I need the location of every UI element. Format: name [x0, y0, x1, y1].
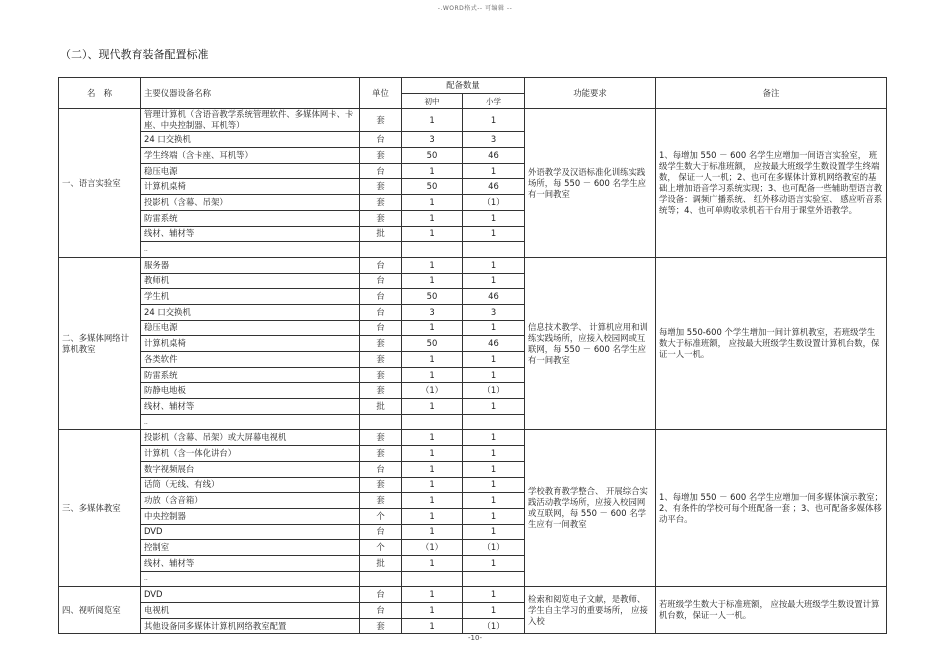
junior-cell: 1	[402, 352, 463, 368]
unit-cell: 套	[360, 195, 402, 211]
unit-cell: 台	[360, 257, 402, 273]
unit-cell: 套	[360, 446, 402, 462]
item-cell: 管理计算机（含语音教学系统管理软件、多媒体网卡、卡座、中央控制器、耳机等）	[141, 109, 360, 132]
junior-cell: 1	[402, 257, 463, 273]
unit-cell: 套	[360, 109, 402, 132]
header-notes: 备注	[656, 78, 887, 109]
junior-cell: 1	[402, 524, 463, 540]
primary-cell: （1）	[463, 618, 525, 634]
junior-cell: 50	[402, 148, 463, 164]
item-cell: DVD	[141, 587, 360, 603]
junior-cell: 3	[402, 304, 463, 320]
junior-cell: 1	[402, 163, 463, 179]
junior-cell: 1	[402, 399, 463, 415]
unit-cell: 台	[360, 524, 402, 540]
item-cell: 学生终端（含卡座、耳机等）	[141, 148, 360, 164]
table-row	[59, 109, 887, 132]
function-cell: 信息技术教学、 计算机应用和训练实践场所，应接入校园网或互联网，每 550 － 600 名学生应有一间教室	[525, 257, 656, 430]
primary-cell: 1	[463, 524, 525, 540]
function-cell: 学校教育教学整合、 开展综合实践活动教学场所，应接入校园网或互联网，每 550 － 600 名学生应有一间教室	[525, 430, 656, 587]
notes-cell: 1、每增加 550 － 600 名学生应增加一间多媒体演示教室；2、有条件的学校可每个班配备一套 ；3、也可配备多媒体移动平台。	[656, 430, 887, 587]
item-cell: 计算机桌椅	[141, 179, 360, 195]
junior-cell: 1	[402, 446, 463, 462]
unit-cell: 套	[360, 148, 402, 164]
primary-cell: 1	[463, 367, 525, 383]
header-primary: 小学	[463, 93, 525, 109]
primary-cell: 3	[463, 304, 525, 320]
unit-cell: 个	[360, 508, 402, 524]
item-cell: 中央控制器	[141, 508, 360, 524]
unit-cell: 台	[360, 320, 402, 336]
table-row	[59, 587, 887, 603]
unit-cell: 台	[360, 461, 402, 477]
unit-cell: 套	[360, 336, 402, 352]
unit-cell: 台	[360, 289, 402, 305]
primary-cell: 1	[463, 587, 525, 603]
function-cell: 检索和阅览电子文献，是教师、 学生自主学习的重要场所， 应接入校	[525, 587, 656, 634]
unit-cell: 台	[360, 603, 402, 619]
junior-cell: （1）	[402, 540, 463, 556]
primary-cell: 1	[463, 210, 525, 226]
item-cell: 话筒（无线、有线）	[141, 477, 360, 493]
junior-cell: （1）	[402, 383, 463, 399]
item-cell: 教师机	[141, 273, 360, 289]
junior-cell: 1	[402, 226, 463, 242]
primary-cell: 1	[463, 109, 525, 132]
unit-cell: 套	[360, 493, 402, 509]
junior-cell: 1	[402, 367, 463, 383]
unit-cell: 套	[360, 430, 402, 446]
primary-cell: 1	[463, 226, 525, 242]
primary-cell: 1	[463, 446, 525, 462]
category-cell: 二、多媒体网络计算机教室	[59, 257, 141, 430]
unit-cell: 套	[360, 477, 402, 493]
primary-cell: 46	[463, 179, 525, 195]
junior-cell: 1	[402, 210, 463, 226]
filler-cell: ..	[141, 414, 360, 430]
item-cell: 功放（含音箱）	[141, 493, 360, 509]
primary-cell: （1）	[463, 540, 525, 556]
item-cell: 24 口交换机	[141, 304, 360, 320]
item-cell: 防雷系统	[141, 210, 360, 226]
section-title: （二）、现代教育装备配置标准	[60, 48, 209, 61]
item-cell: 线材、辅材等	[141, 226, 360, 242]
primary-cell: 1	[463, 555, 525, 571]
junior-cell: 1	[402, 320, 463, 336]
table-row	[59, 430, 887, 446]
junior-cell: 1	[402, 587, 463, 603]
primary-cell: 1	[463, 430, 525, 446]
item-cell: 防静电地板	[141, 383, 360, 399]
unit-cell: 批	[360, 555, 402, 571]
junior-cell: 1	[402, 195, 463, 211]
junior-cell: 1	[402, 493, 463, 509]
primary-cell: 46	[463, 289, 525, 305]
primary-cell: 3	[463, 132, 525, 148]
primary-cell: 1	[463, 257, 525, 273]
primary-cell: 1	[463, 352, 525, 368]
primary-cell: 1	[463, 163, 525, 179]
header-name: 名 称	[59, 78, 141, 109]
item-cell: 投影机（含幕、吊架）	[141, 195, 360, 211]
table-row	[59, 257, 887, 273]
unit-cell: 台	[360, 304, 402, 320]
primary-cell: （1）	[463, 383, 525, 399]
primary-cell: 1	[463, 508, 525, 524]
unit-cell: 台	[360, 273, 402, 289]
primary-cell: 1	[463, 320, 525, 336]
junior-cell: 1	[402, 508, 463, 524]
junior-cell: 1	[402, 430, 463, 446]
junior-cell: 1	[402, 461, 463, 477]
primary-cell: 1	[463, 461, 525, 477]
notes-cell: 若班级学生数大于标准班额， 应按最大班级学生数设置计算机台数，保证一人一机。	[656, 587, 887, 634]
junior-cell: 1	[402, 273, 463, 289]
primary-cell: 1	[463, 273, 525, 289]
item-cell: 电视机	[141, 603, 360, 619]
unit-cell: 套	[360, 352, 402, 368]
filler-cell: ..	[141, 242, 360, 258]
primary-cell: 1	[463, 493, 525, 509]
item-cell: 计算机桌椅	[141, 336, 360, 352]
junior-cell: 1	[402, 618, 463, 634]
unit-cell: 个	[360, 540, 402, 556]
notes-cell: 1、每增加 550 － 600 名学生应增加一间语言实验室， 班级学生数大于标准班额， 应按最大班级学生数设置学生终端数， 保证一人一机；2、也可在多媒体计算机网络教室的基础上增加语音学习系统实现；3、也可配备一些辅助型语言教学设备：调频广播系统、 红外移动语言实验室、 感应听音系统等；4、也可单购收录机若干台用于课堂外语教学。	[656, 109, 887, 258]
function-cell: 外语教学及汉语标准化训练实践场所，每 550 － 600 名学生应有一间教室	[525, 109, 656, 258]
item-cell: 24 口交换机	[141, 132, 360, 148]
primary-cell: （1）	[463, 195, 525, 211]
document-header: -.WORD格式-- 可编辑 --	[437, 5, 513, 12]
notes-cell: 每增加 550-600 个学生增加一间计算机教室，若班级学生数大于标准班额， 应按最大班级学生数设置计算机台数，保证一人一机。	[656, 257, 887, 430]
item-cell: 各类软件	[141, 352, 360, 368]
item-cell: DVD	[141, 524, 360, 540]
item-cell: 服务器	[141, 257, 360, 273]
equipment-standards-table	[58, 77, 887, 634]
header-function: 功能要求	[525, 78, 656, 109]
item-cell: 线材、辅材等	[141, 555, 360, 571]
item-cell: 数字视频展台	[141, 461, 360, 477]
junior-cell: 50	[402, 336, 463, 352]
primary-cell: 46	[463, 336, 525, 352]
primary-cell: 1	[463, 399, 525, 415]
page-number: -10-	[468, 634, 482, 642]
unit-cell: 台	[360, 587, 402, 603]
header-junior: 初中	[402, 93, 463, 109]
item-cell: 学生机	[141, 289, 360, 305]
unit-cell: 套	[360, 210, 402, 226]
primary-cell: 46	[463, 148, 525, 164]
item-cell: 投影机（含幕、吊架）或大屏幕电视机	[141, 430, 360, 446]
junior-cell: 3	[402, 132, 463, 148]
junior-cell: 50	[402, 179, 463, 195]
item-cell: 控制室	[141, 540, 360, 556]
junior-cell: 1	[402, 603, 463, 619]
junior-cell: 50	[402, 289, 463, 305]
item-cell: 线材、辅材等	[141, 399, 360, 415]
filler-cell: ..	[141, 571, 360, 587]
item-cell: 计算机（含一体化讲台）	[141, 446, 360, 462]
header-quantity: 配备数量	[402, 78, 525, 94]
unit-cell: 台	[360, 163, 402, 179]
junior-cell: 1	[402, 555, 463, 571]
category-cell: 四、视听阅览室	[59, 587, 141, 634]
item-cell: 防雷系统	[141, 367, 360, 383]
junior-cell: 1	[402, 109, 463, 132]
unit-cell: 套	[360, 618, 402, 634]
header-unit: 单位	[360, 78, 402, 109]
junior-cell: 1	[402, 477, 463, 493]
item-cell: 其他设备同多媒体计算机网络教室配置	[141, 618, 360, 634]
header-equipment: 主要仪器设备名称	[141, 78, 360, 109]
item-cell: 稳压电源	[141, 320, 360, 336]
unit-cell: 批	[360, 226, 402, 242]
unit-cell: 套	[360, 383, 402, 399]
primary-cell: 1	[463, 477, 525, 493]
unit-cell: 台	[360, 132, 402, 148]
primary-cell: 1	[463, 603, 525, 619]
category-cell: 三、多媒体教室	[59, 430, 141, 587]
item-cell: 稳压电源	[141, 163, 360, 179]
unit-cell: 批	[360, 399, 402, 415]
unit-cell: 套	[360, 367, 402, 383]
category-cell: 一、语言实验室	[59, 109, 141, 258]
unit-cell: 套	[360, 179, 402, 195]
